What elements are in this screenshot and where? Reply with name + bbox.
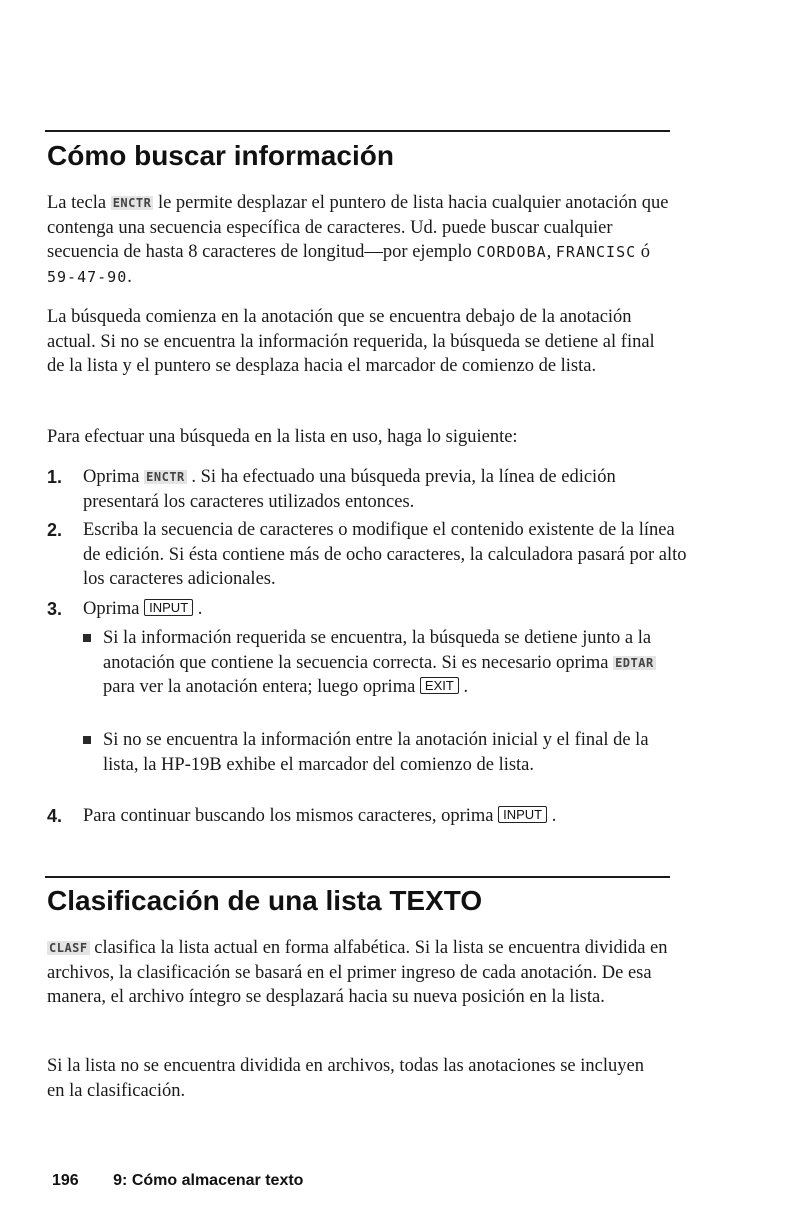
- step-number: 2.: [47, 520, 63, 540]
- section-title-buscar: Cómo buscar información: [47, 140, 394, 171]
- search-start-paragraph: La búsqueda comienza en la anotación que se encuentra debajo de la anotación actual. Si no se encuentra la información requerida, la búsqueda se detiene al final de la lista y el puntero se desplaza hacia el marcador de comienzo de lista.: [47, 307, 655, 376]
- chapter-title: 9: Cómo almacenar texto: [113, 1172, 304, 1189]
- step-text: Oprima: [83, 599, 140, 619]
- intro-end: .: [127, 266, 132, 287]
- example-conjunction: ó: [640, 242, 651, 262]
- page-footer: [52, 1172, 303, 1190]
- step-text: Para continuar buscando los mismos caracteres, oprima: [83, 806, 494, 826]
- step-number: 4.: [47, 806, 63, 826]
- intro-text-2: le permite desplazar el puntero de lista hacia cualquier anotación que contenga una secuencia específica de caracteres. Ud. puede buscar cualquier secuencia de hasta 8 caracteres de longitud—por ejemplo: [47, 193, 669, 262]
- step-text: .: [551, 806, 557, 826]
- bullet-not-found: [83, 728, 683, 777]
- enctr-softkey: ENCTR: [112, 196, 152, 210]
- step-1: [47, 465, 687, 514]
- section-rule-top: [45, 130, 670, 132]
- step-2: [47, 518, 687, 592]
- bullet-text: para ver la anotación entera; luego oprima: [103, 677, 416, 697]
- clasf-softkey: CLASF: [49, 941, 88, 955]
- input-key: INPUT: [144, 599, 193, 616]
- page-number: 196: [52, 1172, 79, 1189]
- example-number: 59-47-90: [47, 267, 128, 286]
- step-4: [47, 804, 687, 829]
- bullet-marker: [83, 736, 91, 744]
- bullet-text: .: [463, 677, 469, 697]
- sort-note-paragraph: Si la lista no se encuentra dividida en archivos, todas las anotaciones se incluyen en la clasificación.: [47, 1056, 644, 1101]
- bullet-found: [83, 626, 683, 700]
- step-text: Escriba la secuencia de caracteres o modifique el contenido existente de la línea de edición. Si ésta contiene más de ocho caracteres, la calculadora pasará por alto los caracteres adicionales.: [83, 520, 687, 589]
- intro-paragraph: [47, 191, 677, 289]
- section-rule-bottom: [45, 876, 670, 878]
- instructions-intro: Para efectuar una búsqueda en la lista en uso, haga lo siguiente:: [47, 427, 518, 447]
- edtar-softkey: EDTAR: [615, 655, 654, 670]
- enctr-softkey: ENCTR: [146, 470, 185, 484]
- example-cordoba: CORDOBA: [476, 243, 547, 261]
- step-text: Oprima: [83, 467, 140, 487]
- sort-paragraph: [47, 936, 677, 1010]
- bullet-text: Si no se encuentra la información entre la anotación inicial y el final de la lista, la HP-19B exhibe el marcador del comienzo de lista.: [103, 730, 649, 775]
- step-number: 1.: [47, 467, 63, 487]
- example-separator: ,: [546, 242, 552, 262]
- input-key: INPUT: [498, 806, 547, 823]
- step-3: [47, 597, 687, 622]
- step-number: 3.: [47, 599, 63, 619]
- step-text: . Si ha efectuado una búsqueda previa, la línea de edición presentará los caracteres utilizados entonces.: [83, 467, 616, 512]
- example-francisc: FRANCISC: [555, 243, 637, 261]
- bullet-text: Si la información requerida se encuentra, la búsqueda se detiene junto a la anotación que contiene la secuencia correcta. Si es necesario oprima: [103, 628, 652, 673]
- step-text: .: [197, 599, 203, 619]
- exit-key: EXIT: [420, 677, 459, 694]
- intro-text-1: La tecla: [47, 193, 107, 213]
- section-title-clasificacion: Clasificación de una lista TEXTO: [47, 885, 483, 916]
- sort-text: clasifica la lista actual en forma alfabética. Si la lista se encuentra dividida en archivos, la clasificación se basará en el primer ingreso de cada anotación. De esa manera, el archivo íntegro se desplazará hacia su nueva posición en la lista.: [47, 938, 668, 1007]
- bullet-marker: [83, 634, 91, 642]
